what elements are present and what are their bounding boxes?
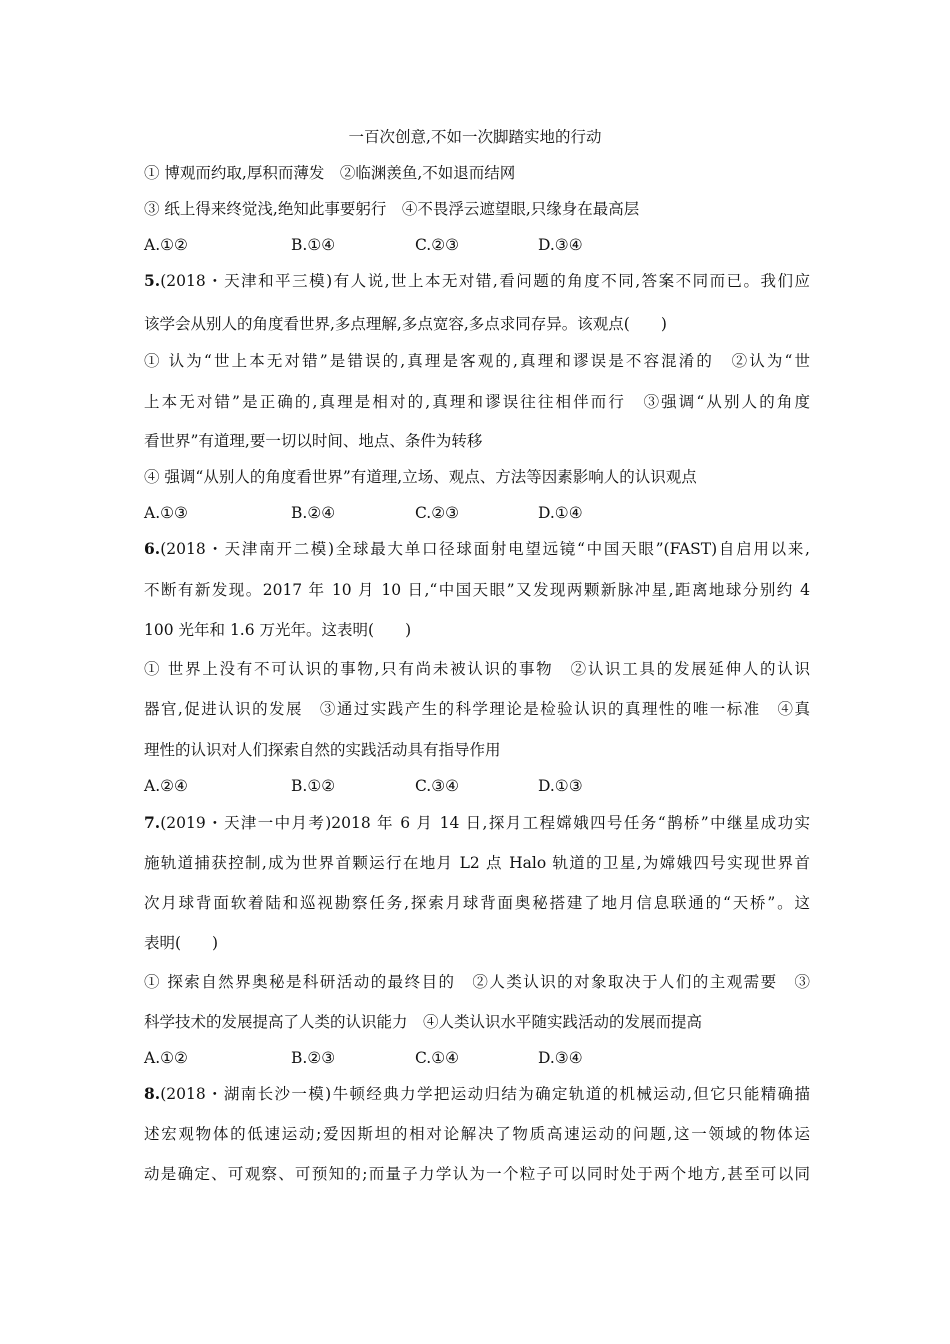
option-b: B.①② [291,777,336,795]
option-b: B.②③ [291,1049,336,1067]
question-8-line-1: 8.(2018・湖南长沙一模)牛顿经典力学把运动归结为确定轨道的机械运动,但它只能精确描 [144,1084,810,1103]
option-a: A.①③ [144,504,188,522]
option-b: B.②④ [291,504,336,522]
option-d: D.③④ [538,1049,583,1067]
option-b: B.①④ [291,236,336,254]
quote-line: 一百次创意,不如一次脚踏实地的行动 [348,128,602,146]
option-c: C.①④ [415,1049,460,1067]
question-5-line-1: 5.(2018・天津和平三模)有人说,世上本无对错,看问题的角度不同,答案不同而已。我们应 [144,271,810,290]
question-6-line-3: 100 光年和 1.6 万光年。这表明( ) [144,621,412,639]
question-number: 5. [144,271,161,290]
intro-item-2: ③ 纸上得来终觉浅,绝知此事要躬行 ④不畏浮云遮望眼,只缘身在最高层 [144,200,640,218]
question-7-line-4: 表明( ) [144,934,219,952]
question-7-line-1: 7.(2019・天津一中月考)2018 年 6 月 14 日,探月工程嫦娥四号任务“鹊桥”中继星成功实 [144,813,810,832]
question-5-line-5: 看世界”有道理,要一切以时间、地点、条件为转移 [144,432,483,450]
question-6-line-5: 器官,促进认识的发展 ③通过实践产生的科学理论是检验认识的真理性的唯一标准 ④真 [144,700,810,718]
question-7-line-3: 次月球背面软着陆和巡视勘察任务,探索月球背面奥秘搭建了地月信息联通的“天桥”。这 [144,894,810,912]
option-d: D.①③ [538,777,583,795]
option-c: C.②③ [415,504,460,522]
option-a: A.①② [144,236,188,254]
option-d: D.③④ [538,236,583,254]
question-5-line-6: ④ 强调“从别人的角度看世界”有道理,立场、观点、方法等因素影响人的认识观点 [144,468,697,486]
option-c: C.②③ [415,236,460,254]
question-7-line-5: ① 探索自然界奥秘是科研活动的最终目的 ②人类认识的对象取决于人们的主观需要 ③ [144,973,810,991]
question-6-line-4: ① 世界上没有不可认识的事物,只有尚未被认识的事物 ②认识工具的发展延伸人的认识 [144,660,810,678]
question-6-line-2: 不断有新发现。2017 年 10 月 10 日,“中国天眼”又发现两颗新脉冲星,距离地球分别约 4 [144,581,810,599]
intro-item-1: ① 博观而约取,厚积而薄发 ②临渊羡鱼,不如退而结网 [144,164,516,182]
question-7-line-6: 科学技术的发展提高了人类的认识能力 ④人类认识水平随实践活动的发展而提高 [144,1013,703,1031]
option-a: A.①② [144,1049,188,1067]
question-5-line-3: ① 认为“世上本无对错”是错误的,真理是客观的,真理和谬误是不容混淆的 ②认为“世 [144,352,810,370]
option-c: C.③④ [415,777,460,795]
question-number: 6. [144,539,161,558]
option-d: D.①④ [538,504,583,522]
question-6-line-6: 理性的认识对人们探索自然的实践活动具有指导作用 [144,741,501,759]
question-7-line-2: 施轨道捕获控制,成为世界首颗运行在地月 L2 点 Halo 轨道的卫星,为嫦娥四号实现世界首 [144,854,810,872]
question-8-line-3: 动是确定、可观察、可预知的;而量子力学认为一个粒子可以同时处于两个地方,甚至可以同 [144,1165,810,1183]
question-5-line-2: 该学会从别人的角度看世界,多点理解,多点宽容,多点求同存异。该观点( ) [144,315,667,333]
question-number: 8. [144,1084,161,1103]
question-8-line-2: 述宏观物体的低速运动;爱因斯坦的相对论解决了物质高速运动的问题,这一领域的物体运 [144,1125,810,1143]
question-6-line-1: 6.(2018・天津南开二模)全球最大单口径球面射电望远镜“中国天眼”(FAST)自启用以来, [144,539,810,558]
question-5-line-4: 上本无对错”是正确的,真理是相对的,真理和谬误往往相伴而行 ③强调“从别人的角度 [144,393,810,411]
question-number: 7. [144,813,161,832]
option-a: A.②④ [144,777,188,795]
